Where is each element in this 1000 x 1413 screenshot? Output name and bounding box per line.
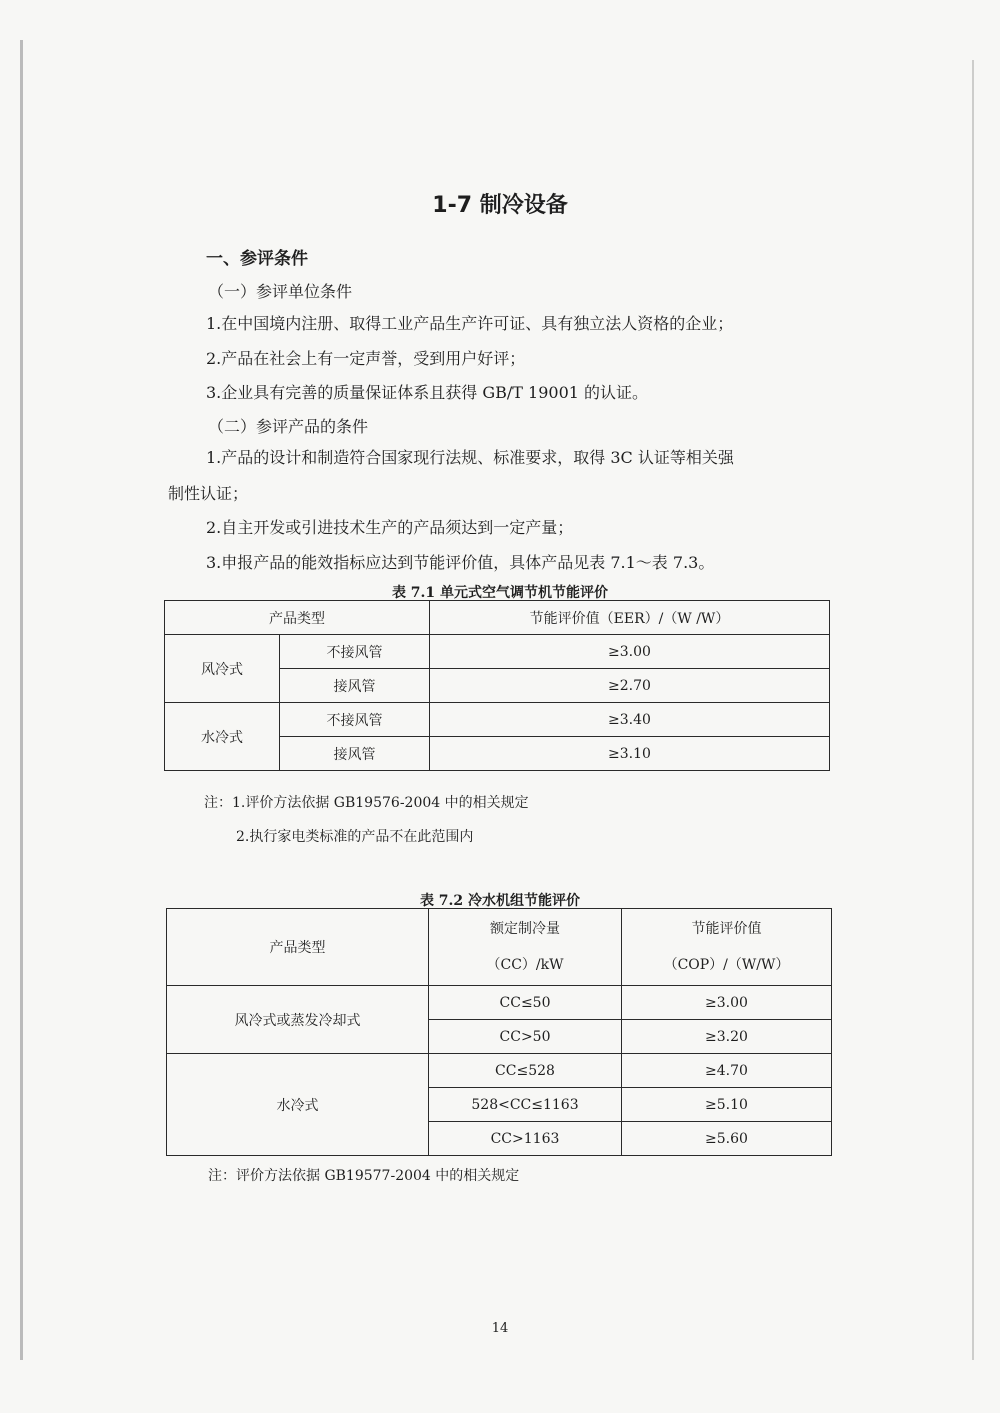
row-capacity: CC≤528 [429, 1054, 622, 1088]
table-row [167, 986, 832, 1020]
row-value: ≥3.20 [622, 1020, 832, 1054]
table-row [165, 703, 830, 737]
subsection-heading-unit: （一）参评单位条件 [208, 282, 353, 301]
scan-edge-right [972, 60, 974, 1360]
row-sub-type: 不接风管 [280, 703, 430, 737]
group-name-air-cooled: 风冷式 [165, 635, 280, 703]
table-header-row [167, 909, 832, 986]
table1-note-2: 2.执行家电类标准的产品不在此范围内 [236, 829, 474, 845]
header-capacity [429, 909, 622, 986]
table1-note-1: 注：1.评价方法依据 GB19576-2004 中的相关规定 [204, 795, 529, 811]
product-condition-3: 3.申报产品的能效指标应达到节能评价值，具体产品见表 7.1～表 7.3。 [206, 553, 715, 572]
header-product-type: 产品类型 [165, 601, 430, 635]
section-heading-conditions: 一、参评条件 [206, 249, 308, 269]
header-value-line2: （COP）/（W/W） [663, 957, 790, 973]
row-sub-type: 不接风管 [280, 635, 430, 669]
row-value: ≥3.00 [430, 635, 830, 669]
unit-condition-2: 2.产品在社会上有一定声誉，受到用户好评； [206, 349, 526, 368]
table-row [167, 1054, 832, 1088]
table-header-row [165, 601, 830, 635]
row-value: ≥5.10 [622, 1088, 832, 1122]
row-value: ≥4.70 [622, 1054, 832, 1088]
row-value: ≥2.70 [430, 669, 830, 703]
page-title: 1-7 制冷设备 [432, 193, 568, 218]
scan-edge-left [20, 40, 23, 1360]
row-value: ≥3.10 [430, 737, 830, 771]
product-condition-1-cont: 制性认证； [168, 484, 249, 503]
header-product-type: 产品类型 [167, 909, 429, 986]
row-capacity: CC>1163 [429, 1122, 622, 1156]
header-value-line1: 节能评价值 [691, 921, 762, 937]
table1-caption: 表 7.1 单元式空气调节机节能评价 [391, 585, 609, 601]
table1-unit-air-conditioner [164, 600, 830, 771]
unit-condition-3: 3.企业具有完善的质量保证体系且获得 GB/T 19001 的认证。 [206, 383, 649, 402]
group-name-water-cooled: 水冷式 [165, 703, 280, 771]
page-number: 14 [491, 1321, 509, 1336]
product-condition-1: 1.产品的设计和制造符合国家现行法规、标准要求，取得 3C 认证等相关强 [206, 448, 734, 467]
header-cop-value [622, 909, 832, 986]
group-name-water-cooled: 水冷式 [167, 1054, 429, 1156]
row-capacity: 528<CC≤1163 [429, 1088, 622, 1122]
row-value: ≥3.40 [430, 703, 830, 737]
header-capacity-line1: 额定制冷量 [490, 921, 560, 937]
row-sub-type: 接风管 [280, 669, 430, 703]
row-capacity: CC>50 [429, 1020, 622, 1054]
header-capacity-line2: （CC）/kW [486, 957, 564, 973]
subsection-heading-product: （二）参评产品的条件 [208, 417, 369, 436]
unit-condition-1: 1.在中国境内注册、取得工业产品生产许可证、具有独立法人资格的企业； [206, 314, 734, 333]
product-condition-2: 2.自主开发或引进技术生产的产品须达到一定产量； [206, 518, 574, 537]
row-value: ≥3.00 [622, 986, 832, 1020]
group-name-air-evap: 风冷式或蒸发冷却式 [167, 986, 429, 1054]
table2-chiller [166, 908, 832, 1156]
table2-note: 注：评价方法依据 GB19577-2004 中的相关规定 [208, 1168, 520, 1184]
table2-caption: 表 7.2 冷水机组节能评价 [419, 893, 581, 909]
row-value: ≥5.60 [622, 1122, 832, 1156]
row-capacity: CC≤50 [429, 986, 622, 1020]
table-row [165, 635, 830, 669]
row-sub-type: 接风管 [280, 737, 430, 771]
header-eer-value: 节能评价值（EER）/（W /W） [430, 601, 830, 635]
